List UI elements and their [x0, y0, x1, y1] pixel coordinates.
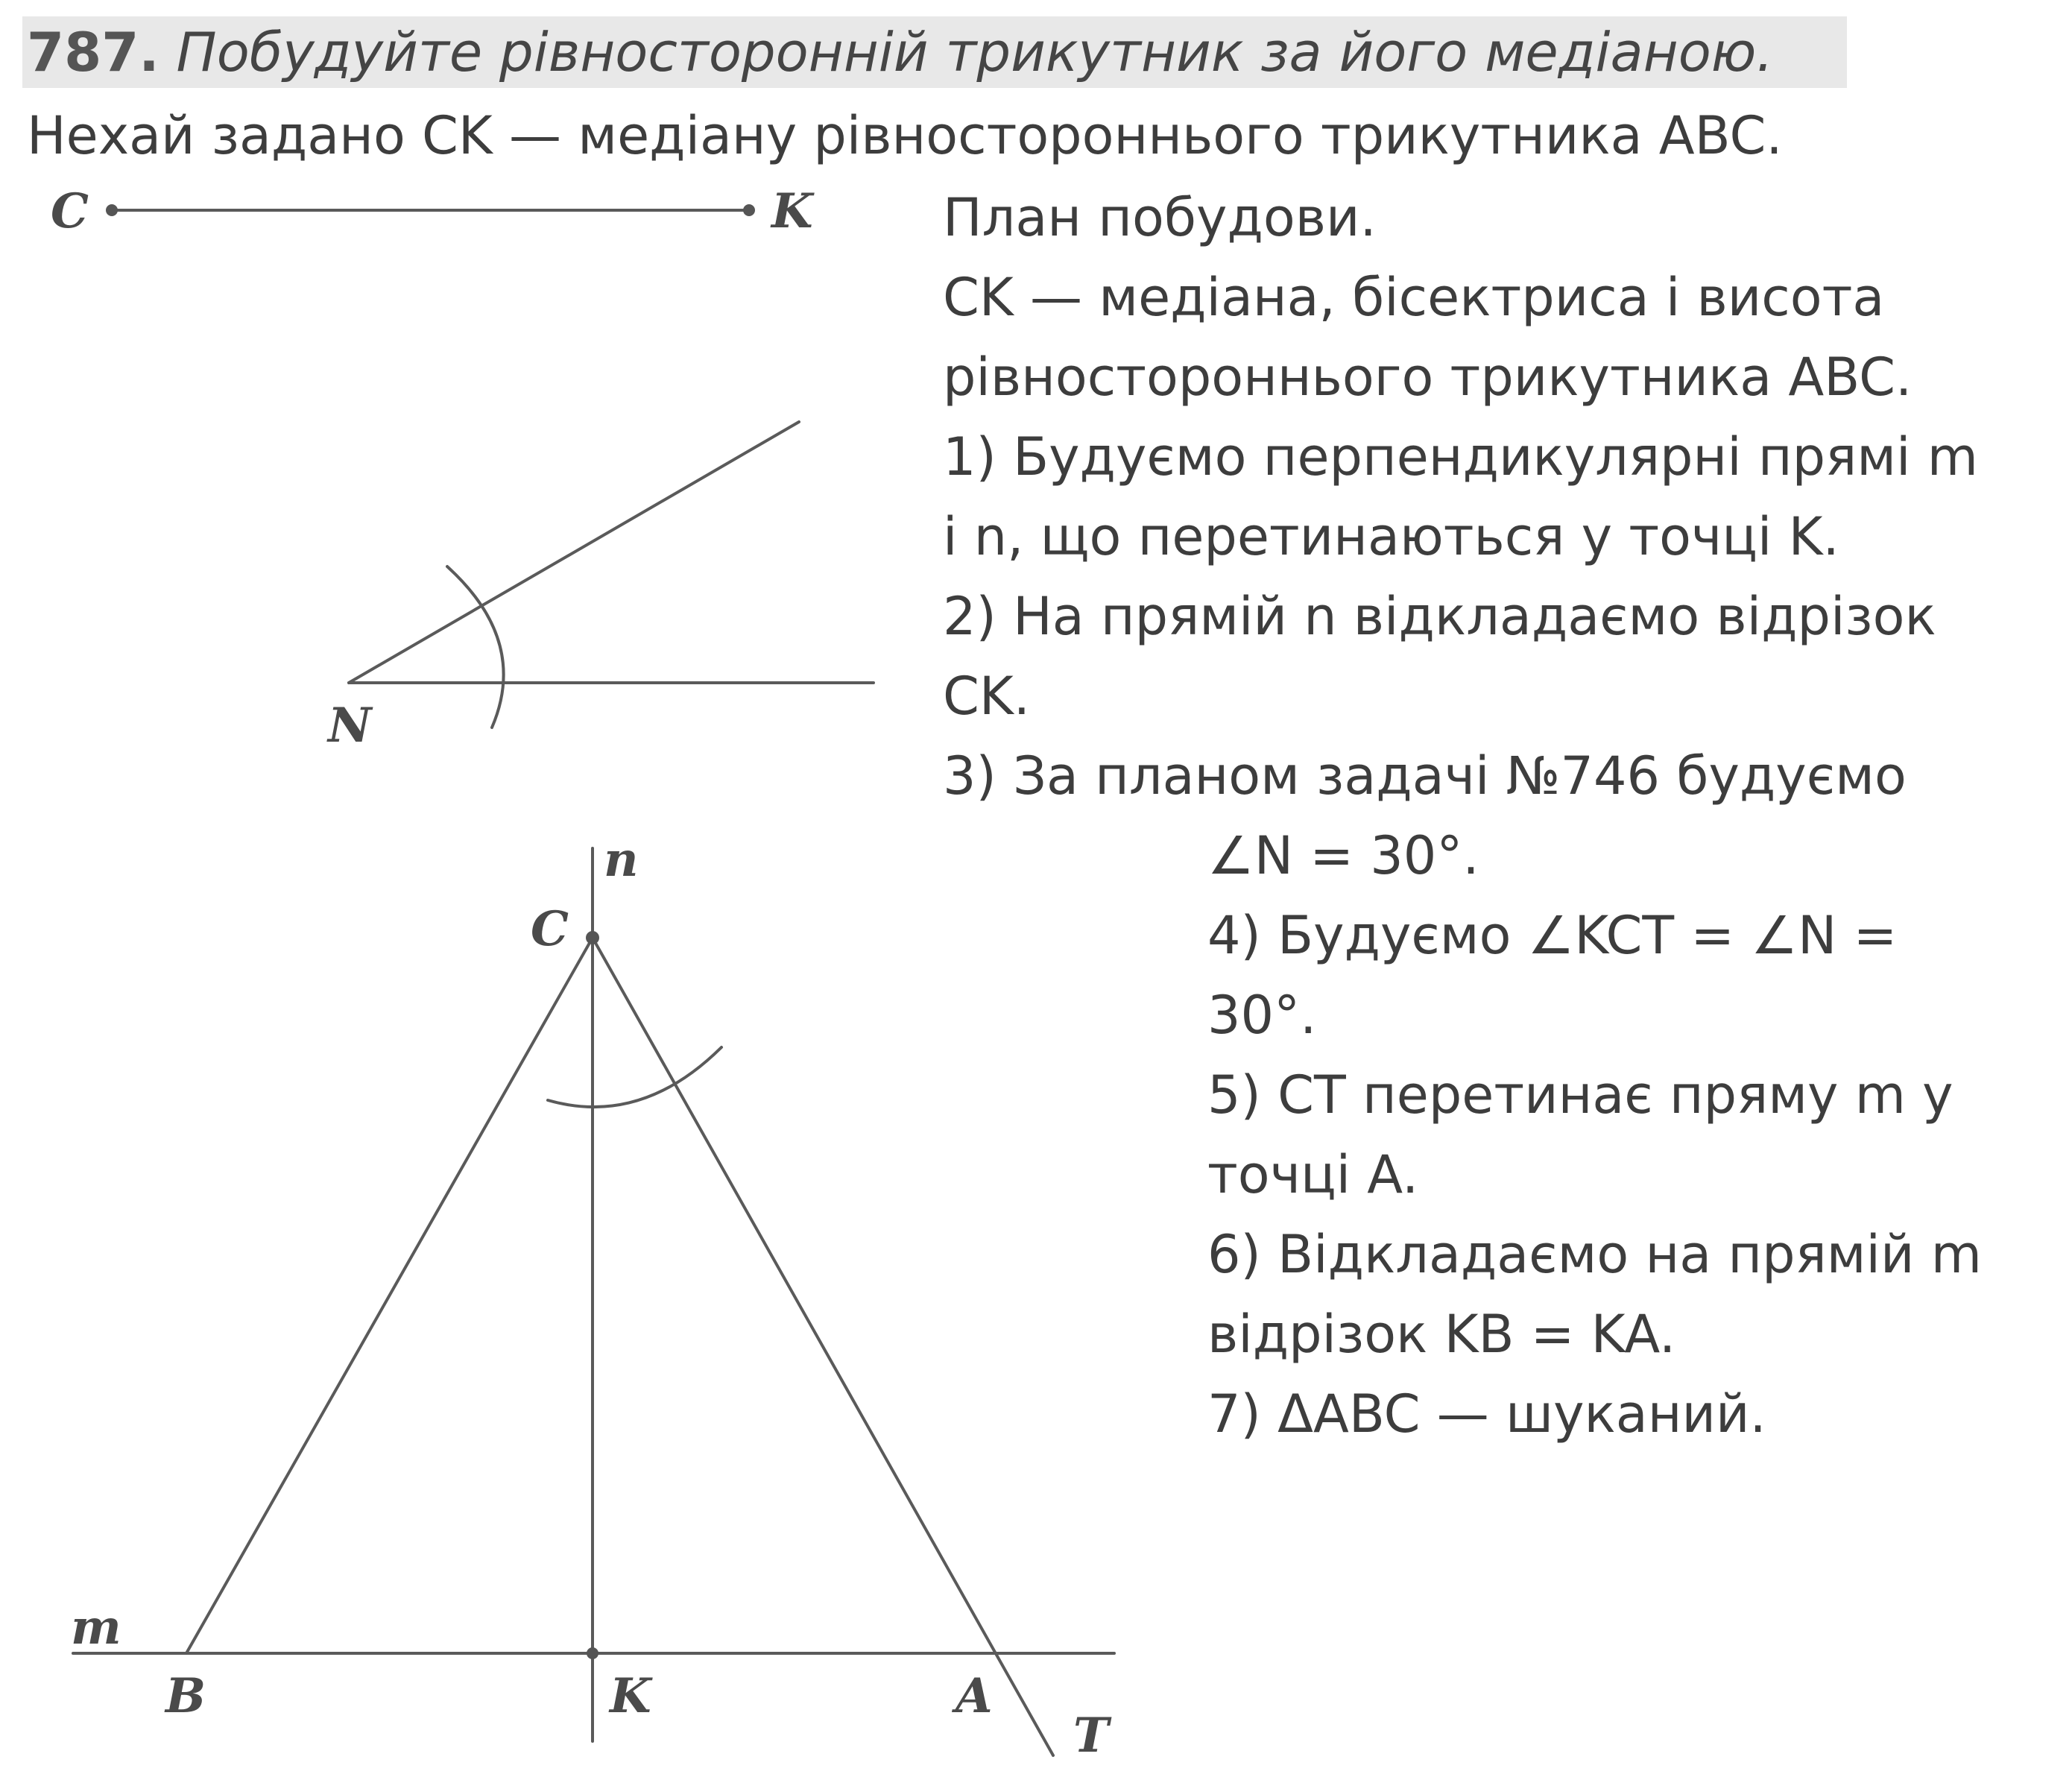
angle-n-ray-upper	[349, 422, 799, 683]
problem-title: Побудуйте рівносторонній трикутник за його медіаною.	[176, 21, 1774, 83]
plan-line-10: 4) Будуємо ∠KCT = ∠N =	[1207, 905, 1898, 966]
angle-n-arc	[447, 566, 504, 728]
label-vertex-a: A	[956, 1668, 993, 1724]
label-vertex-b: B	[165, 1668, 206, 1724]
plan-line-11: 30°.	[1207, 985, 1317, 1046]
plan-line-6: 2) На прямій n відкладаємо відрізок	[943, 586, 1936, 647]
label-segment-k: K	[771, 183, 813, 239]
label-vertex-k: K	[610, 1668, 651, 1724]
vertex-c-marker	[586, 931, 599, 944]
side-cb	[186, 938, 593, 1653]
plan-line-5: і n, що перетинаються у точці K.	[943, 506, 1839, 567]
plan-line-12: 5) CT перетинає пряму m у	[1207, 1064, 1953, 1126]
plan-line-1: План побудови.	[943, 187, 1377, 248]
plan-line-16: 7) ΔABC — шуканий.	[1207, 1383, 1766, 1445]
label-line-m: m	[71, 1600, 121, 1656]
angle-c-arc	[548, 1047, 721, 1107]
plan-line-8: 3) За планом задачі №746 будуємо	[943, 745, 1907, 807]
point-c-marker	[106, 204, 118, 216]
plan-line-14: 6) Відкладаємо на прямій m	[1207, 1224, 1982, 1285]
label-vertex-c: C	[531, 901, 569, 957]
intro-text: Нехай задано CK — медіану рівностороннього трикутника ABC.	[27, 105, 1783, 166]
plan-line-9: ∠N = 30°.	[1207, 825, 1479, 886]
label-segment-c: C	[51, 183, 89, 239]
label-line-n: n	[604, 832, 639, 888]
plan-line-13: точці A.	[1207, 1144, 1419, 1205]
plan-line-15: відрізок KB = KA.	[1207, 1304, 1676, 1365]
plan-line-4: 1) Будуємо перпендикулярні прямі m	[943, 426, 1978, 487]
label-angle-n: N	[328, 698, 372, 754]
vertex-k-marker	[587, 1647, 598, 1659]
plan-line-2: CK — медіана, бісектриса і висота	[943, 267, 1885, 328]
problem-number: 787.	[27, 21, 159, 83]
point-k-marker	[743, 204, 755, 216]
plan-line-3: рівностороннього трикутника ABC.	[943, 347, 1913, 408]
plan-line-7: CK.	[943, 666, 1031, 727]
label-ray-t: T	[1073, 1708, 1109, 1764]
side-ca-ray-t	[593, 938, 1053, 1755]
